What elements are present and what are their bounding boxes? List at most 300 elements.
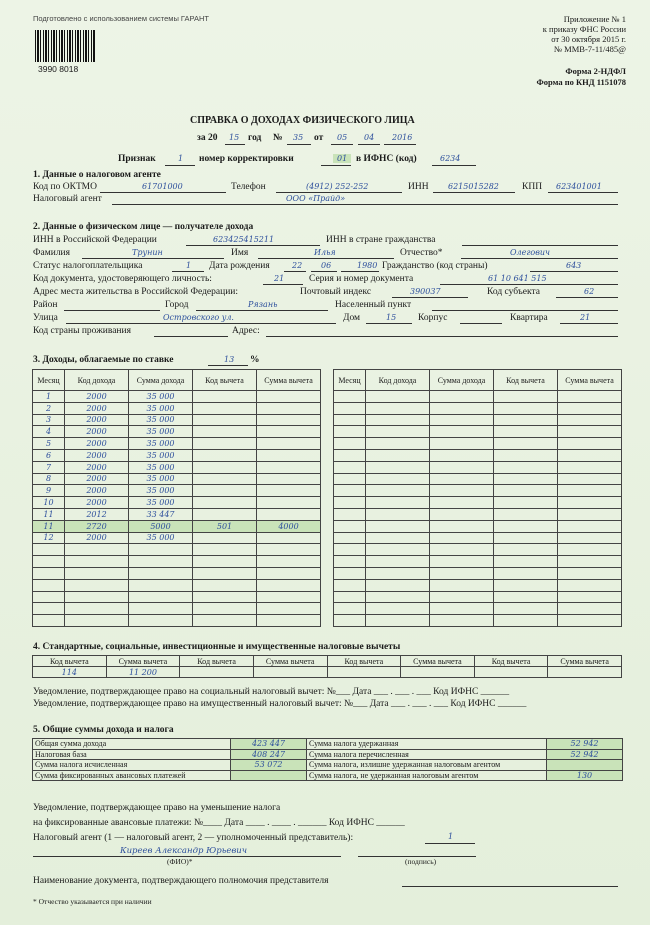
income-cell <box>193 473 257 485</box>
income-table-left <box>32 369 321 627</box>
income-cell <box>257 485 321 497</box>
title-no-label: № <box>273 133 283 143</box>
income-cell <box>558 556 622 568</box>
income-cell <box>494 567 558 579</box>
income-row <box>33 544 321 556</box>
income-cell <box>257 438 321 450</box>
income-cell <box>430 579 494 591</box>
income-cell <box>494 485 558 497</box>
income-cell <box>494 414 558 426</box>
income-cell: 9 <box>33 485 65 497</box>
income-cell <box>366 532 430 544</box>
income-cell <box>334 544 366 556</box>
country-label: Код страны проживания <box>33 326 131 336</box>
total-value: 52 942 <box>547 749 623 760</box>
ded-value-cell <box>253 667 327 678</box>
knd-code: Форма по КНД 1151078 <box>536 77 626 87</box>
income-cell: 4000 <box>257 520 321 532</box>
agent-code: 1 <box>448 832 454 841</box>
total-label: Налоговая база <box>33 749 231 760</box>
income-row <box>33 497 321 509</box>
street-label: Улица <box>33 313 58 323</box>
citizen-label: Гражданство (код страны) <box>382 261 488 271</box>
total-label: Сумма налога, не удержанная налоговым агентом <box>307 770 547 781</box>
income-table-right <box>333 369 622 627</box>
doc-label: Код документа, удостоверяющего личность: <box>33 274 212 284</box>
income-row <box>334 473 622 485</box>
ded-value-cell <box>548 667 622 678</box>
otch-value: Олегович <box>510 248 551 257</box>
income-cell <box>366 461 430 473</box>
doc-value: 21 <box>274 274 285 283</box>
income-row <box>334 414 622 426</box>
title-number: 35 <box>293 133 304 142</box>
income-cell <box>430 532 494 544</box>
form-name: Форма 2-НДФЛ <box>565 66 626 76</box>
income-cell: 7 <box>33 461 65 473</box>
section-4-title: 4. Стандартные, социальные, инвестиционные и имущественные налоговые вычеты <box>33 642 401 652</box>
ded-header-cell: Код вычета <box>33 656 107 667</box>
income-cell <box>366 603 430 615</box>
income-cell <box>366 615 430 627</box>
income-cell: 501 <box>193 520 257 532</box>
zip-value: 390037 <box>410 287 441 296</box>
income-cell: 2000 <box>65 438 129 450</box>
title-god: год <box>248 133 262 143</box>
social-notice: Уведомление, подтверждающее право на социальный налоговый вычет: №___ Дата ___ . ___ . ___ Код ИФНС ______ <box>33 687 510 697</box>
appendix-line: к приказу ФНС России <box>542 24 626 34</box>
income-cell <box>366 485 430 497</box>
income-cell <box>193 426 257 438</box>
status-label: Статус налогоплательщика <box>33 261 143 271</box>
income-cell <box>257 556 321 568</box>
income-cell <box>334 461 366 473</box>
income-cell: 35 000 <box>129 485 193 497</box>
income-cell <box>366 544 430 556</box>
income-cell <box>430 603 494 615</box>
income-cell <box>430 438 494 450</box>
income-row <box>334 449 622 461</box>
income-cell <box>334 426 366 438</box>
ded-value-cell <box>180 667 254 678</box>
income-cell <box>558 579 622 591</box>
income-cell <box>558 414 622 426</box>
income-cell <box>257 567 321 579</box>
fio-label: (ФИО)* <box>167 857 193 866</box>
income-row <box>334 438 622 450</box>
total-value: 52 942 <box>547 739 623 750</box>
income-cell <box>366 556 430 568</box>
income-row <box>33 414 321 426</box>
income-row <box>334 426 622 438</box>
footnote: * Отчество указывается при наличии <box>33 897 152 906</box>
section-2-title: 2. Данные о физическом лице — получателе дохода <box>33 222 254 232</box>
income-row <box>33 508 321 520</box>
income-cell <box>558 402 622 414</box>
income-cell <box>257 391 321 403</box>
inn-rf-value: 623425415211 <box>213 235 275 244</box>
income-cell <box>257 426 321 438</box>
total-value <box>231 770 307 781</box>
income-cell <box>257 461 321 473</box>
income-cell <box>193 508 257 520</box>
income-row <box>334 615 622 627</box>
income-cell <box>33 556 65 568</box>
section-5-title: 5. Общие суммы дохода и налога <box>33 725 174 735</box>
appendix-line: от 30 октября 2015 г. <box>551 34 626 44</box>
region-label: Код субъекта <box>487 287 540 297</box>
income-cell <box>430 615 494 627</box>
income-cell <box>193 485 257 497</box>
income-cell <box>366 414 430 426</box>
income-row <box>33 567 321 579</box>
income-cell <box>430 567 494 579</box>
dob-year: 1980 <box>357 261 378 270</box>
income-cell <box>366 449 430 461</box>
income-cell <box>65 556 129 568</box>
title-month: 04 <box>364 133 375 142</box>
house-value: 15 <box>386 313 397 322</box>
dob-label: Дата рождения <box>209 261 270 271</box>
income-header-cell: Сумма вычета <box>257 370 321 391</box>
income-cell <box>257 449 321 461</box>
agent-label: Налоговый агент <box>33 194 102 204</box>
income-cell: 35 000 <box>129 438 193 450</box>
income-cell <box>558 544 622 556</box>
income-header-cell: Месяц <box>33 370 65 391</box>
income-row <box>33 556 321 568</box>
income-cell <box>366 473 430 485</box>
income-cell <box>257 473 321 485</box>
income-cell <box>494 520 558 532</box>
income-cell: 35 000 <box>129 461 193 473</box>
region-value: 62 <box>584 287 595 296</box>
notice-line-2: на фиксированные авансовые платежи: №____ Дата ____ . ____ . ______ Код ИФНС ______ <box>33 818 405 828</box>
status-value: 1 <box>186 261 192 270</box>
ded-value-cell <box>401 667 475 678</box>
corr-value: 01 <box>333 154 351 163</box>
income-cell <box>558 532 622 544</box>
income-cell <box>430 591 494 603</box>
rate-value: 13 <box>224 355 235 364</box>
income-cell <box>193 402 257 414</box>
ded-header-cell: Код вычета <box>474 656 548 667</box>
total-value <box>547 760 623 771</box>
income-cell: 33 447 <box>129 508 193 520</box>
income-cell <box>129 615 193 627</box>
income-cell <box>430 544 494 556</box>
income-row <box>33 532 321 544</box>
ded-header-cell: Код вычета <box>327 656 401 667</box>
phone-value: (4912) 252-252 <box>306 182 369 191</box>
inn-rf-label: ИНН в Российской Федерации <box>33 235 157 245</box>
income-cell <box>193 615 257 627</box>
income-cell: 2000 <box>65 391 129 403</box>
deductions-header-row <box>33 656 622 667</box>
income-cell <box>430 449 494 461</box>
income-cell: 8 <box>33 473 65 485</box>
income-cell <box>33 544 65 556</box>
income-cell <box>366 426 430 438</box>
income-cell <box>33 591 65 603</box>
income-cell <box>366 591 430 603</box>
total-value: 408 247 <box>231 749 307 760</box>
name-value: Илья <box>314 248 336 257</box>
income-cell: 2000 <box>65 461 129 473</box>
total-label: Общая сумма дохода <box>33 739 231 750</box>
income-row <box>33 426 321 438</box>
income-cell <box>257 497 321 509</box>
totals-row <box>33 739 623 750</box>
income-cell <box>558 426 622 438</box>
income-cell <box>558 485 622 497</box>
income-cell <box>558 438 622 450</box>
rate-pct: % <box>250 355 260 365</box>
income-cell <box>334 615 366 627</box>
income-cell <box>33 603 65 615</box>
income-row <box>334 485 622 497</box>
income-cell <box>33 567 65 579</box>
priznak-label: Признак <box>118 154 156 164</box>
income-cell <box>494 591 558 603</box>
income-cell <box>334 497 366 509</box>
otch-label: Отчество* <box>400 248 443 258</box>
income-header-cell: Сумма дохода <box>129 370 193 391</box>
income-cell <box>65 615 129 627</box>
zip-label: Почтовый индекс <box>300 287 372 297</box>
income-row <box>334 579 622 591</box>
name-label: Имя <box>231 248 249 258</box>
income-cell <box>558 508 622 520</box>
income-cell <box>334 567 366 579</box>
income-cell: 35 000 <box>129 402 193 414</box>
ded-header-cell: Сумма вычета <box>548 656 622 667</box>
income-cell <box>334 485 366 497</box>
income-cell <box>494 556 558 568</box>
total-label: Сумма налога удержанная <box>307 739 547 750</box>
income-cell: 35 000 <box>129 449 193 461</box>
income-cell <box>494 508 558 520</box>
income-row <box>334 520 622 532</box>
totals-row <box>33 770 623 781</box>
total-value: 53 072 <box>231 760 307 771</box>
income-cell <box>494 532 558 544</box>
income-cell: 3 <box>33 414 65 426</box>
page-title: СПРАВКА О ДОХОДАХ ФИЗИЧЕСКОГО ЛИЦА <box>190 115 415 126</box>
income-cell <box>65 591 129 603</box>
income-cell <box>430 508 494 520</box>
ifns-value: 6234 <box>440 154 461 163</box>
house-label: Дом <box>343 313 361 323</box>
income-cell <box>494 426 558 438</box>
total-label: Сумма фиксированных авансовых платежей <box>33 770 231 781</box>
income-cell <box>494 391 558 403</box>
income-header-cell: Код дохода <box>65 370 129 391</box>
income-row <box>33 615 321 627</box>
income-cell <box>494 579 558 591</box>
income-cell <box>334 579 366 591</box>
income-cell <box>558 497 622 509</box>
income-cell <box>334 556 366 568</box>
appendix-block <box>543 14 626 54</box>
property-notice: Уведомление, подтверждающее право на имущественный налоговый вычет: №___ Дата ___ . ___ . ___ Код ИФНС ______ <box>33 699 527 709</box>
income-cell: 2000 <box>65 402 129 414</box>
income-cell <box>129 544 193 556</box>
income-row <box>33 473 321 485</box>
income-cell <box>193 544 257 556</box>
kv-value: 21 <box>580 313 591 322</box>
income-cell: 1 <box>33 391 65 403</box>
income-cell: 5 <box>33 438 65 450</box>
income-row <box>33 520 321 532</box>
income-header-cell: Сумма дохода <box>430 370 494 391</box>
series-label: Серия и номер документа <box>309 274 414 284</box>
income-cell <box>65 544 129 556</box>
income-cell <box>430 426 494 438</box>
income-row <box>33 603 321 615</box>
fam-label: Фамилия <box>33 248 71 258</box>
notice-line-1: Уведомление, подтверждающее право на уменьшение налога <box>33 803 281 813</box>
income-row <box>334 461 622 473</box>
agent-value: ООО «Прайд» <box>286 194 346 203</box>
agent-line: Налоговый агент (1 — налоговый агент, 2 — уполномоченный представитель): <box>33 833 354 843</box>
income-cell <box>494 603 558 615</box>
income-cell <box>558 449 622 461</box>
income-cell <box>129 603 193 615</box>
ded-value-cell: 114 <box>33 667 107 678</box>
income-cell: 35 000 <box>129 426 193 438</box>
income-header-cell: Код вычета <box>494 370 558 391</box>
kpp-label: КПП <box>522 182 543 192</box>
ded-value-cell: 11 200 <box>106 667 180 678</box>
income-cell <box>558 520 622 532</box>
income-cell <box>334 473 366 485</box>
income-cell: 6 <box>33 449 65 461</box>
income-cell <box>366 497 430 509</box>
income-cell <box>334 532 366 544</box>
total-label: Сумма налога, излишне удержанная налоговым агентом <box>307 760 547 771</box>
income-cell <box>257 414 321 426</box>
income-cell <box>558 603 622 615</box>
income-row <box>334 591 622 603</box>
income-cell: 4 <box>33 426 65 438</box>
kpp-value: 623401001 <box>556 182 602 191</box>
ded-value-cell <box>327 667 401 678</box>
income-cell <box>558 591 622 603</box>
income-cell <box>366 391 430 403</box>
title-ot: от <box>314 133 324 143</box>
inn-value: 6215015282 <box>448 182 499 191</box>
income-cell <box>193 449 257 461</box>
income-cell: 2000 <box>65 426 129 438</box>
income-cell <box>193 461 257 473</box>
addr-label: Адрес места жительства в Российской Федерации: <box>33 287 238 297</box>
total-label: Сумма налога перечисленная <box>307 749 547 760</box>
income-row <box>334 497 622 509</box>
income-row <box>33 485 321 497</box>
section-3-title: 3. Доходы, облагаемые по ставке <box>33 355 174 365</box>
fam-value: Трунин <box>132 248 163 257</box>
income-cell: 2000 <box>65 414 129 426</box>
income-cell <box>430 461 494 473</box>
income-cell <box>257 508 321 520</box>
income-cell <box>334 402 366 414</box>
income-cell <box>193 532 257 544</box>
income-cell <box>129 579 193 591</box>
income-cell: 35 000 <box>129 473 193 485</box>
dob-month: 06 <box>321 261 332 270</box>
income-cell <box>494 449 558 461</box>
ded-header-cell: Сумма вычета <box>401 656 475 667</box>
income-cell <box>193 567 257 579</box>
deductions-table <box>32 655 622 678</box>
fio-value: Киреев Александр Юрьевич <box>120 846 248 856</box>
income-cell <box>193 438 257 450</box>
oktmo-label: Код по ОКТМО <box>33 182 97 192</box>
income-cell <box>558 615 622 627</box>
income-cell <box>494 615 558 627</box>
phone-label: Телефон <box>231 182 266 192</box>
income-header-row <box>334 370 622 391</box>
income-cell <box>430 391 494 403</box>
deductions-value-row <box>33 667 622 678</box>
income-cell <box>430 414 494 426</box>
ifns-label: в ИФНС (код) <box>356 154 417 164</box>
title-za20: за 20 <box>197 133 218 143</box>
income-row <box>33 591 321 603</box>
income-cell <box>334 449 366 461</box>
income-row <box>33 461 321 473</box>
income-cell <box>33 615 65 627</box>
income-header-cell: Код вычета <box>193 370 257 391</box>
income-cell <box>558 461 622 473</box>
income-cell: 11 <box>33 508 65 520</box>
ded-header-cell: Код вычета <box>180 656 254 667</box>
income-cell <box>430 497 494 509</box>
docname-label: Наименование документа, подтверждающего полномочия представителя <box>33 876 329 886</box>
income-row <box>334 402 622 414</box>
total-value: 423 447 <box>231 739 307 750</box>
inn-foreign-label: ИНН в стране гражданства <box>326 235 436 245</box>
income-cell: 35 000 <box>129 532 193 544</box>
title-year: 15 <box>229 133 240 142</box>
income-cell: 10 <box>33 497 65 509</box>
income-cell <box>494 461 558 473</box>
appendix-line: Приложение № 1 <box>563 14 626 24</box>
garant-note: Подготовлено с использованием системы ГАРАНТ <box>33 14 209 23</box>
income-row <box>33 391 321 403</box>
corr-label: номер корректировки <box>199 154 294 164</box>
income-cell <box>558 391 622 403</box>
income-cell <box>494 544 558 556</box>
street-value: Островского ул. <box>163 313 234 322</box>
income-cell: 2 <box>33 402 65 414</box>
totals-row <box>33 749 623 760</box>
income-row <box>33 438 321 450</box>
city-value: Рязань <box>248 300 278 309</box>
income-cell: 35 000 <box>129 497 193 509</box>
income-cell: 11 <box>33 520 65 532</box>
income-cell <box>430 485 494 497</box>
korpus-label: Корпус <box>418 313 448 323</box>
income-cell <box>366 402 430 414</box>
income-cell <box>366 520 430 532</box>
income-cell <box>193 414 257 426</box>
income-cell: 2000 <box>65 497 129 509</box>
barcode-number: 3990 8018 <box>38 64 79 74</box>
citizen-value: 643 <box>566 261 582 270</box>
ded-header-cell: Сумма вычета <box>106 656 180 667</box>
